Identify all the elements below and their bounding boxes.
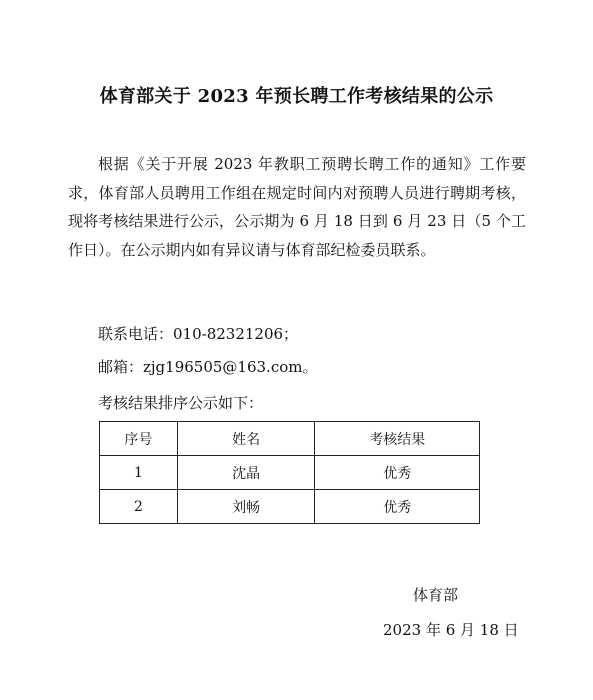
row-result: 优秀	[315, 456, 480, 490]
header-result: 考核结果	[315, 422, 480, 456]
row-index: 1	[100, 456, 178, 490]
header-name: 姓名	[177, 422, 315, 456]
table-row	[100, 490, 480, 524]
contact-phone: 联系电话：010-82321206；	[98, 325, 299, 343]
table-header-row	[100, 422, 480, 456]
document-title: 体育部关于 2023 年预长聘工作考核结果的公示	[99, 86, 494, 107]
contact-email: 邮箱：zjg196505@163.com。	[98, 358, 318, 376]
signature-date: 2023 年 6 月 18 日	[383, 621, 519, 639]
body-paragraph: 根据《关于开展 2023 年教职工预聘长聘工作的通知》工作要求，体育部人员聘用工作组在规定时间内对预聘人员进行聘期考核，现将考核结果进行公示，公示期为 6 月 18 日到 6 月 23 日（5 个工作日）。在公示期内如有异议请与体育部纪检委员联系。	[68, 155, 526, 259]
results-table	[99, 421, 480, 524]
row-name: 刘畅	[177, 490, 315, 524]
table-row	[100, 456, 480, 490]
row-name: 沈晶	[177, 456, 315, 490]
header-index: 序号	[100, 422, 178, 456]
results-list-intro: 考核结果排序公示如下：	[98, 394, 264, 412]
row-index: 2	[100, 490, 178, 524]
signature-department: 体育部	[413, 586, 459, 604]
row-result: 优秀	[315, 490, 480, 524]
